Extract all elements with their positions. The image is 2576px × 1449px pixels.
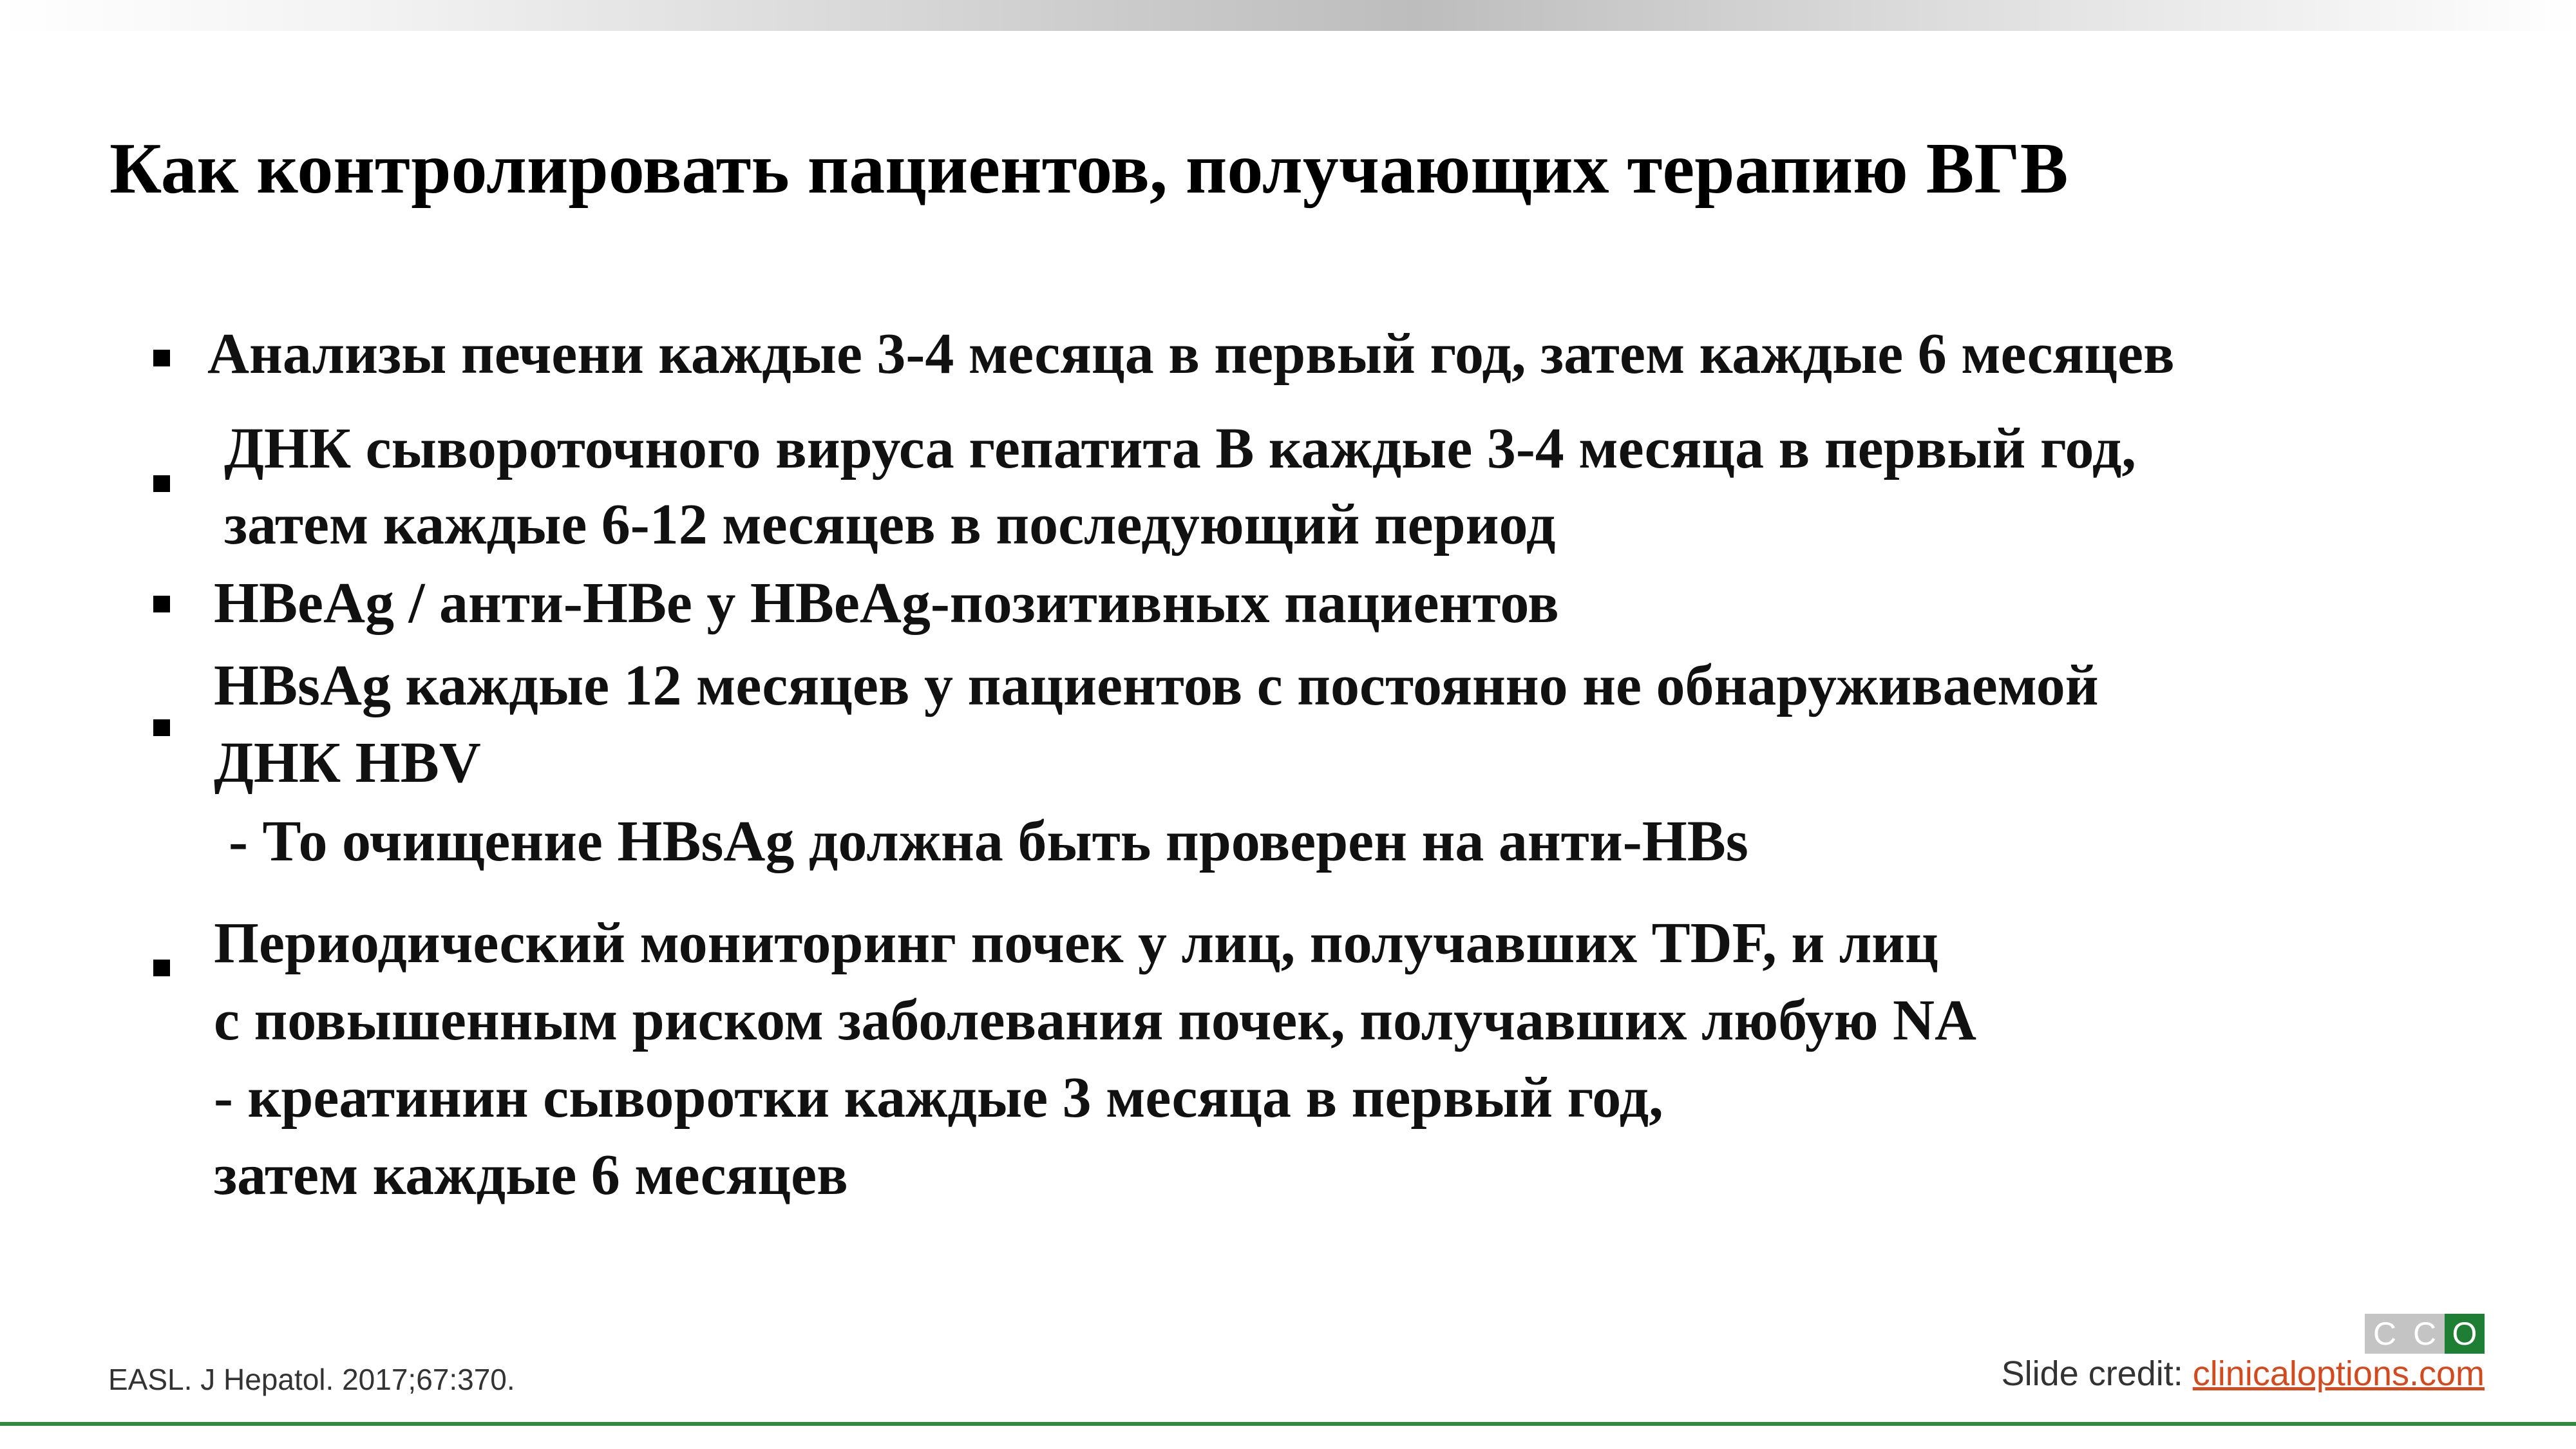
- logo-letter: C: [2365, 1314, 2405, 1354]
- bullet-5-line-3: - креатинин сыворотки каждые 3 месяца в первый год,: [214, 1066, 1663, 1130]
- bullet-4-line-3: - То очищение HBsAg должна быть проверен на анти-HBs: [229, 810, 1748, 873]
- bullet-marker: [153, 350, 170, 366]
- logo-letter: O: [2445, 1314, 2485, 1354]
- bullet-3-line-1: HBeAg / анти-HBe у HBeAg-позитивных пациентов: [214, 571, 1559, 635]
- bullet-1-line-1: Анализы печени каждые 3-4 месяца в первый год, затем каждые 6 месяцев: [207, 322, 2175, 386]
- slide-credit: [2002, 1354, 2485, 1394]
- top-gradient-band: [0, 0, 2576, 31]
- credit-link[interactable]: clinicaloptions.com: [2192, 1354, 2485, 1393]
- slide-title: Как контролировать пациентов, получающих терапию ВГВ: [109, 129, 2069, 209]
- bullet-marker: [153, 596, 170, 612]
- bullet-5-line-2: с повышенным риском заболевания почек, получавших любую NA: [214, 989, 1977, 1052]
- bullet-marker: [153, 475, 170, 492]
- bullet-marker: [153, 719, 170, 736]
- bottom-green-line: [0, 1422, 2576, 1426]
- bullet-2-line-2: затем каждые 6-12 месяцев в последующий период: [224, 493, 1556, 556]
- bullet-5-line-1: Периодический мониторинг почек у лиц, получавших TDF, и лиц: [214, 911, 1938, 975]
- bullet-marker: [153, 960, 170, 976]
- citation: EASL. J Hepatol. 2017;67:370.: [108, 1363, 515, 1396]
- credit-label: Slide credit:: [2001, 1354, 2193, 1393]
- bullet-5-line-4: затем каждые 6 месяцев: [214, 1143, 848, 1207]
- bullet-4-line-2: ДНК HBV: [214, 731, 481, 795]
- bullet-4-line-1: HBsAg каждые 12 месяцев у пациентов с постоянно не обнаруживаемой: [214, 654, 2099, 717]
- cco-logo: [2365, 1314, 2485, 1354]
- bullet-2-line-1: ДНК сывороточного вируса гепатита В каждые 3-4 месяца в первый год,: [224, 417, 2136, 480]
- logo-letter: C: [2405, 1314, 2445, 1354]
